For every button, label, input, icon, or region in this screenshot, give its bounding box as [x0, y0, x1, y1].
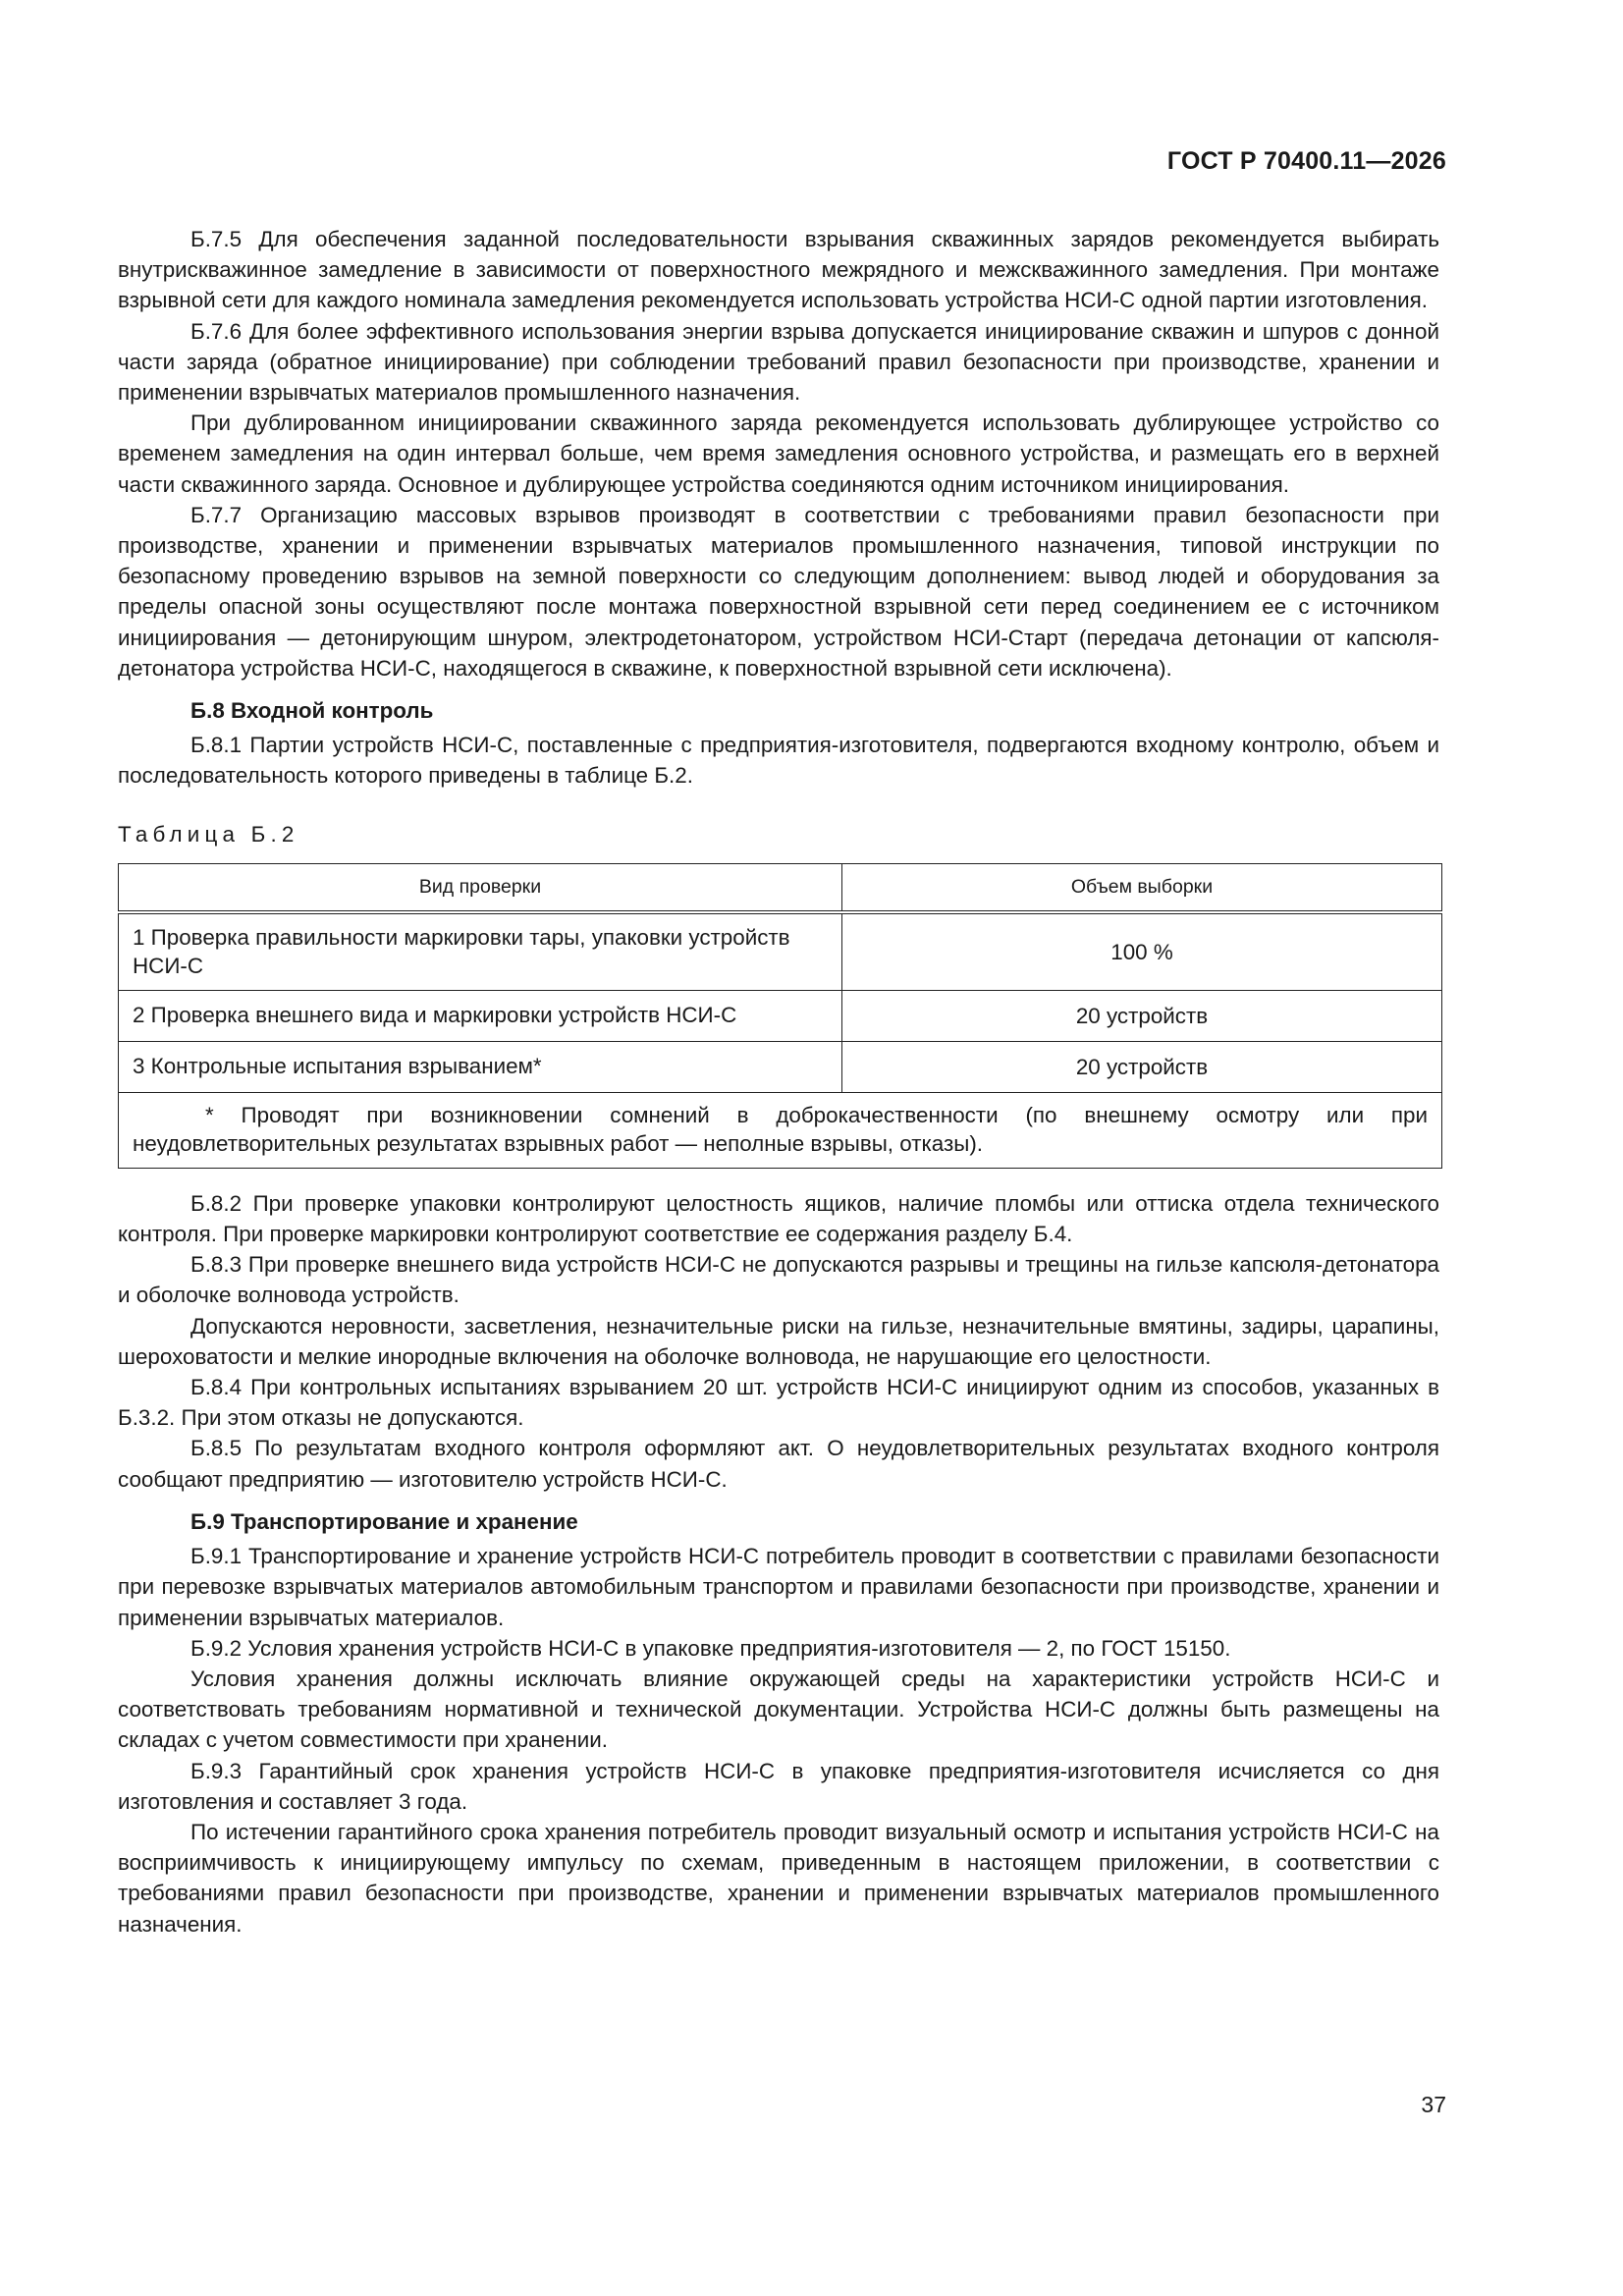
- table-caption: Таблица Б.2: [118, 821, 299, 847]
- page-body: [118, 224, 1439, 1940]
- paragraph-b7-6: Б.7.6 Для более эффективного использования энергии взрыва допускается инициирование скважин и шпуров с донной части заряда (обратное инициирование) при соблюдении требований правил безопасности при производстве, хранении и применении взрывчатых материалов промышленного назначения.: [118, 318, 1439, 406]
- header-sample-volume: Объем выборки: [842, 863, 1442, 912]
- cell-volume: 20 устройств: [842, 1041, 1442, 1092]
- paragraph-b8-5: Б.8.5 По результатам входного контроля оформляют акт. О неудовлетворительных результатах входного контроля сообщают предприятию — изготовителю устройств НСИ-С.: [118, 1436, 1439, 1492]
- document-code: ГОСТ Р 70400.11—2026: [1166, 147, 1446, 175]
- cell-check: 2 Проверка внешнего вида и маркировки устройств НСИ-С: [119, 990, 842, 1041]
- cell-check: 3 Контрольные испытания взрыванием*: [119, 1041, 842, 1092]
- table-footnote: * Проводят при возникновении сомнений в доброкачественности (по внешнему осмотру или при неудовлетворительных результатах взрывных работ — неполные взрывы, отказы).: [119, 1092, 1442, 1168]
- table-row: [119, 912, 1442, 991]
- cell-volume: 100 %: [842, 912, 1442, 991]
- paragraph-b9-3: Б.9.3 Гарантийный срок хранения устройств НСИ-С в упаковке предприятия-изготовителя исчисляется со дня изготовления и составляет 3 года.: [118, 1758, 1439, 1814]
- section-heading-b8: Б.8 Входной контроль: [190, 698, 434, 724]
- paragraph-warranty-expiry: По истечении гарантийного срока хранения потребитель проводит визуальный осмотр и испытания устройств НСИ-С на восприимчивость к инициирующему импульсу по схемам, приведенным в настоящем приложении, в соответствии с требованиями правил безопасности при производстве, хранении и применении взрывчатых материалов промышленного назначения.: [118, 1819, 1439, 1937]
- section-heading-b9: Б.9 Транспортирование и хранение: [190, 1508, 578, 1534]
- paragraph-b9-1: Б.9.1 Транспортирование и хранение устройств НСИ-С потребитель проводит в соответствии с правилами безопасности при перевозке взрывчатых материалов автомобильным транспортом и правилами безопасности при производстве, хранении и применении взрывчатых материалов.: [118, 1544, 1439, 1630]
- paragraph-b9-2: Б.9.2 Условия хранения устройств НСИ-С в упаковке предприятия-изготовителя — 2, по ГОСТ 15150.: [190, 1635, 1231, 1661]
- cell-volume: 20 устройств: [842, 990, 1442, 1041]
- paragraph-b8-2: Б.8.2 При проверке упаковки контролируют целостность ящиков, наличие пломбы или оттиска отдела технического контроля. При проверке маркировки контролируют соответствие ее содержания разделу Б.4.: [118, 1190, 1439, 1247]
- paragraph-allowed-defects: Допускаются неровности, засветления, незначительные риски на гильзе, незначительные вмятины, задиры, царапины, шероховатости и мелкие инородные включения на оболочке волновода, не нарушающие его целостности.: [118, 1313, 1439, 1369]
- header-check-type: Вид проверки: [119, 863, 842, 912]
- paragraph-b7-7: Б.7.7 Организацию массовых взрывов производят в соответствии с требованиями правил безопасности при производстве, хранении и применении взрывчатых материалов промышленного назначения, типовой инструкции по безопасному проведению взрывов на земной поверхности со следующим дополнением: вывод людей и оборудования за пределы опасной зоны осуществляют после монтажа поверхностной взрывной сети перед соединением ее с источником инициирования — детонирующим шнуром, электродетонатором, устройством НСИ-Старт (передача детонации от капсюля-детонатора устройства НСИ-С, находящегося в скважине, к поверхностной взрывной сети исключена).: [118, 502, 1439, 681]
- table-row: [119, 1041, 1442, 1092]
- page-number: 37: [1421, 2092, 1446, 2117]
- paragraph-b7-5: Б.7.5 Для обеспечения заданной последовательности взрывания скважинных зарядов рекомендуется выбирать внутрискважинное замедление в зависимости от поверхностного межрядного и межскважинного замедления. При монтаже взрывной сети для каждого номинала замедления рекомендуется использовать устройства НСИ-С одной партии изготовления.: [118, 227, 1439, 313]
- paragraph-b8-1: Б.8.1 Партии устройств НСИ-С, поставленные с предприятия-изготовителя, подвергаются входному контролю, объем и последовательность которого приведены в таблице Б.2.: [118, 733, 1439, 789]
- paragraph-b8-3: Б.8.3 При проверке внешнего вида устройств НСИ-С не допускаются разрывы и трещины на гильзе капсюля-детонатора и оболочке волновода устройств.: [118, 1252, 1439, 1308]
- inspection-table: [118, 863, 1442, 1169]
- paragraph-b8-4: Б.8.4 При контрольных испытаниях взрыванием 20 шт. устройств НСИ-С инициируют одним из способов, указанных в Б.3.2. При этом отказы не допускаются.: [118, 1375, 1439, 1431]
- cell-check: 1 Проверка правильности маркировки тары, упаковки устройств НСИ-С: [119, 912, 842, 991]
- table-footnote-row: [119, 1092, 1442, 1168]
- paragraph-storage-conditions: Условия хранения должны исключать влияние окружающей среды на характеристики устройств НСИ-С и соответствовать требованиям нормативной и технической документации. Устройства НСИ-С должны быть размещены на складах с учетом совместимости при хранении.: [118, 1666, 1439, 1753]
- table-header-row: [119, 863, 1442, 912]
- paragraph-duplicate-initiation: При дублированном инициировании скважинного заряда рекомендуется использовать дублирующее устройство со временем замедления на один интервал больше, чем время замедления основного устройства, и размещать его в верхней части скважинного заряда. Основное и дублирующее устройства соединяются одним источником инициирования.: [118, 410, 1439, 497]
- table-row: [119, 990, 1442, 1041]
